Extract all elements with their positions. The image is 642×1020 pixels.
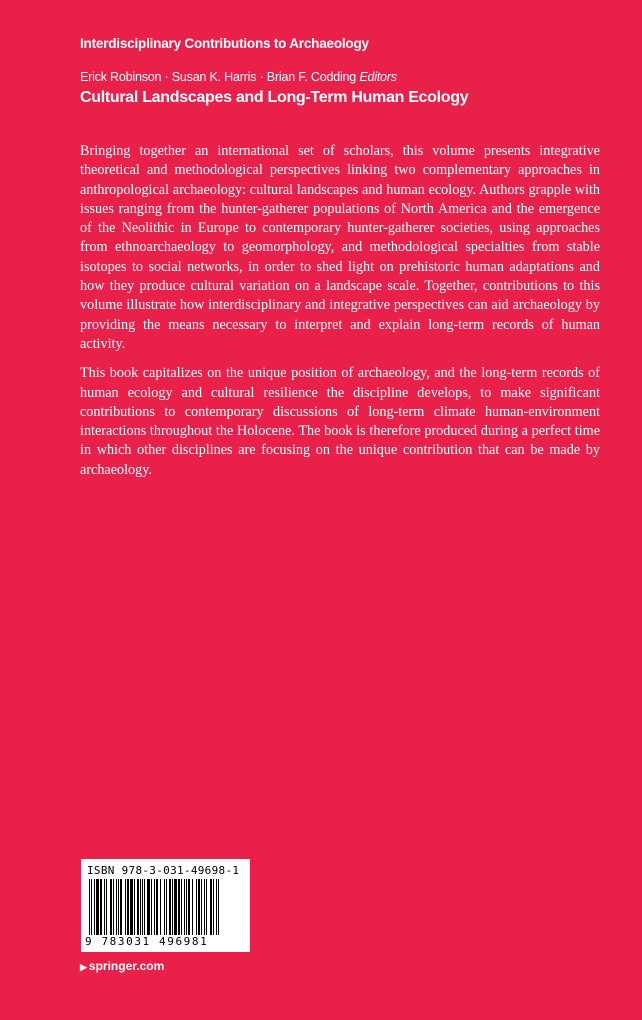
- barcode-bar: [181, 879, 182, 935]
- barcode-bar: [218, 879, 219, 935]
- barcode-bar: [210, 879, 212, 935]
- barcode-bar: [142, 879, 143, 935]
- barcode-bar: [147, 879, 150, 935]
- barcode-bar: [100, 879, 102, 935]
- barcode-bar: [169, 879, 171, 935]
- blurb: [80, 142, 600, 490]
- arrow-right-icon: ▶: [80, 962, 87, 972]
- isbn-label: ISBN 978-3-031-49698-1: [87, 864, 240, 877]
- barcode-bar: [198, 879, 200, 935]
- barcode-bar: [204, 879, 205, 935]
- barcode-bar: [118, 879, 119, 935]
- editor-names: Erick Robinson · Susan K. Harris · Brian F. Codding: [80, 70, 357, 84]
- barcode-bar: [156, 879, 158, 935]
- barcode-bar: [113, 879, 114, 935]
- barcode-bar: [160, 879, 161, 935]
- barcode-bar: [127, 879, 129, 935]
- barcode-bar: [192, 879, 193, 935]
- barcode-bar: [172, 879, 173, 935]
- barcode-bar: [206, 879, 207, 935]
- barcode-bar: [164, 879, 165, 935]
- blurb-paragraph-1: Bringing together an international set of scholars, this volume presents integrative theoretical and methodological perspectives linking two complementary approaches in anthropological archaeology: cultural landscapes and human ecology. Authors grapple with issues ranging from the hunter-gatherer populations of North America and the emergence of the Neolithic in Europe to contemporary hunter-gatherer societies, using approaches from ethnoarchaeology to geomorphology, and methodological specialties from stable isotopes to social networks, in order to shed light on prehistoric human adaptations and how they produce cultural variation on a landscape scale. Together, contributions to this volume illustrate how interdisciplinary and integrative perspectives can aid archaeology by providing the means necessary to interpret and explain long-term records of human activity.: [80, 143, 600, 352]
- book-title: Cultural Landscapes and Long-Term Human Ecology: [80, 89, 469, 106]
- barcode-bar: [184, 879, 185, 935]
- publisher-link[interactable]: [80, 959, 164, 973]
- blurb-paragraph-2: This book capitalizes on the unique position of archaeology, and the long-term records of human ecology and cultural resilience the discipline develops, to make significant contributions to contemporary discussions of long-term climate human-environment interactions throughout the Holocene. The book is therefore produced during a perfect time in which other disciplines are focusing on the unique contribution that can be made by archaeology.: [80, 365, 600, 478]
- barcode-bar: [91, 879, 92, 935]
- barcode-bar: [154, 879, 155, 935]
- barcode-bar: [186, 879, 187, 935]
- barcode-bar: [196, 879, 197, 935]
- barcode-box: [81, 859, 250, 952]
- barcode-bar: [201, 879, 202, 935]
- barcode-bar: [134, 879, 135, 935]
- barcode-bar: [144, 879, 145, 935]
- barcode-bar: [106, 879, 107, 935]
- barcode-bar: [104, 879, 105, 935]
- barcode-bar: [188, 879, 190, 935]
- series-title: Interdisciplinary Contributions to Archaeology: [80, 36, 369, 51]
- barcode-bar: [178, 879, 180, 935]
- barcode-digits: 9 783031 496981: [85, 935, 209, 948]
- editors-line: [80, 70, 397, 84]
- barcode-bar: [110, 879, 112, 935]
- barcode-bar: [89, 879, 90, 935]
- barcode-bars: [89, 879, 241, 935]
- barcode-bar: [174, 879, 177, 935]
- barcode-bar: [213, 879, 214, 935]
- barcode-bar: [94, 879, 95, 935]
- editor-role: Editors: [359, 70, 397, 84]
- barcode-bar: [120, 879, 122, 935]
- barcode-bar: [96, 879, 99, 935]
- barcode-bar: [216, 879, 217, 935]
- barcode-bar: [116, 879, 117, 935]
- barcode-bar: [130, 879, 133, 935]
- barcode-bar: [137, 879, 139, 935]
- publisher-url: springer.com: [88, 959, 165, 973]
- barcode-bar: [166, 879, 167, 935]
- barcode-bar: [151, 879, 152, 935]
- barcode-bar: [125, 879, 126, 935]
- barcode-bar: [140, 879, 141, 935]
